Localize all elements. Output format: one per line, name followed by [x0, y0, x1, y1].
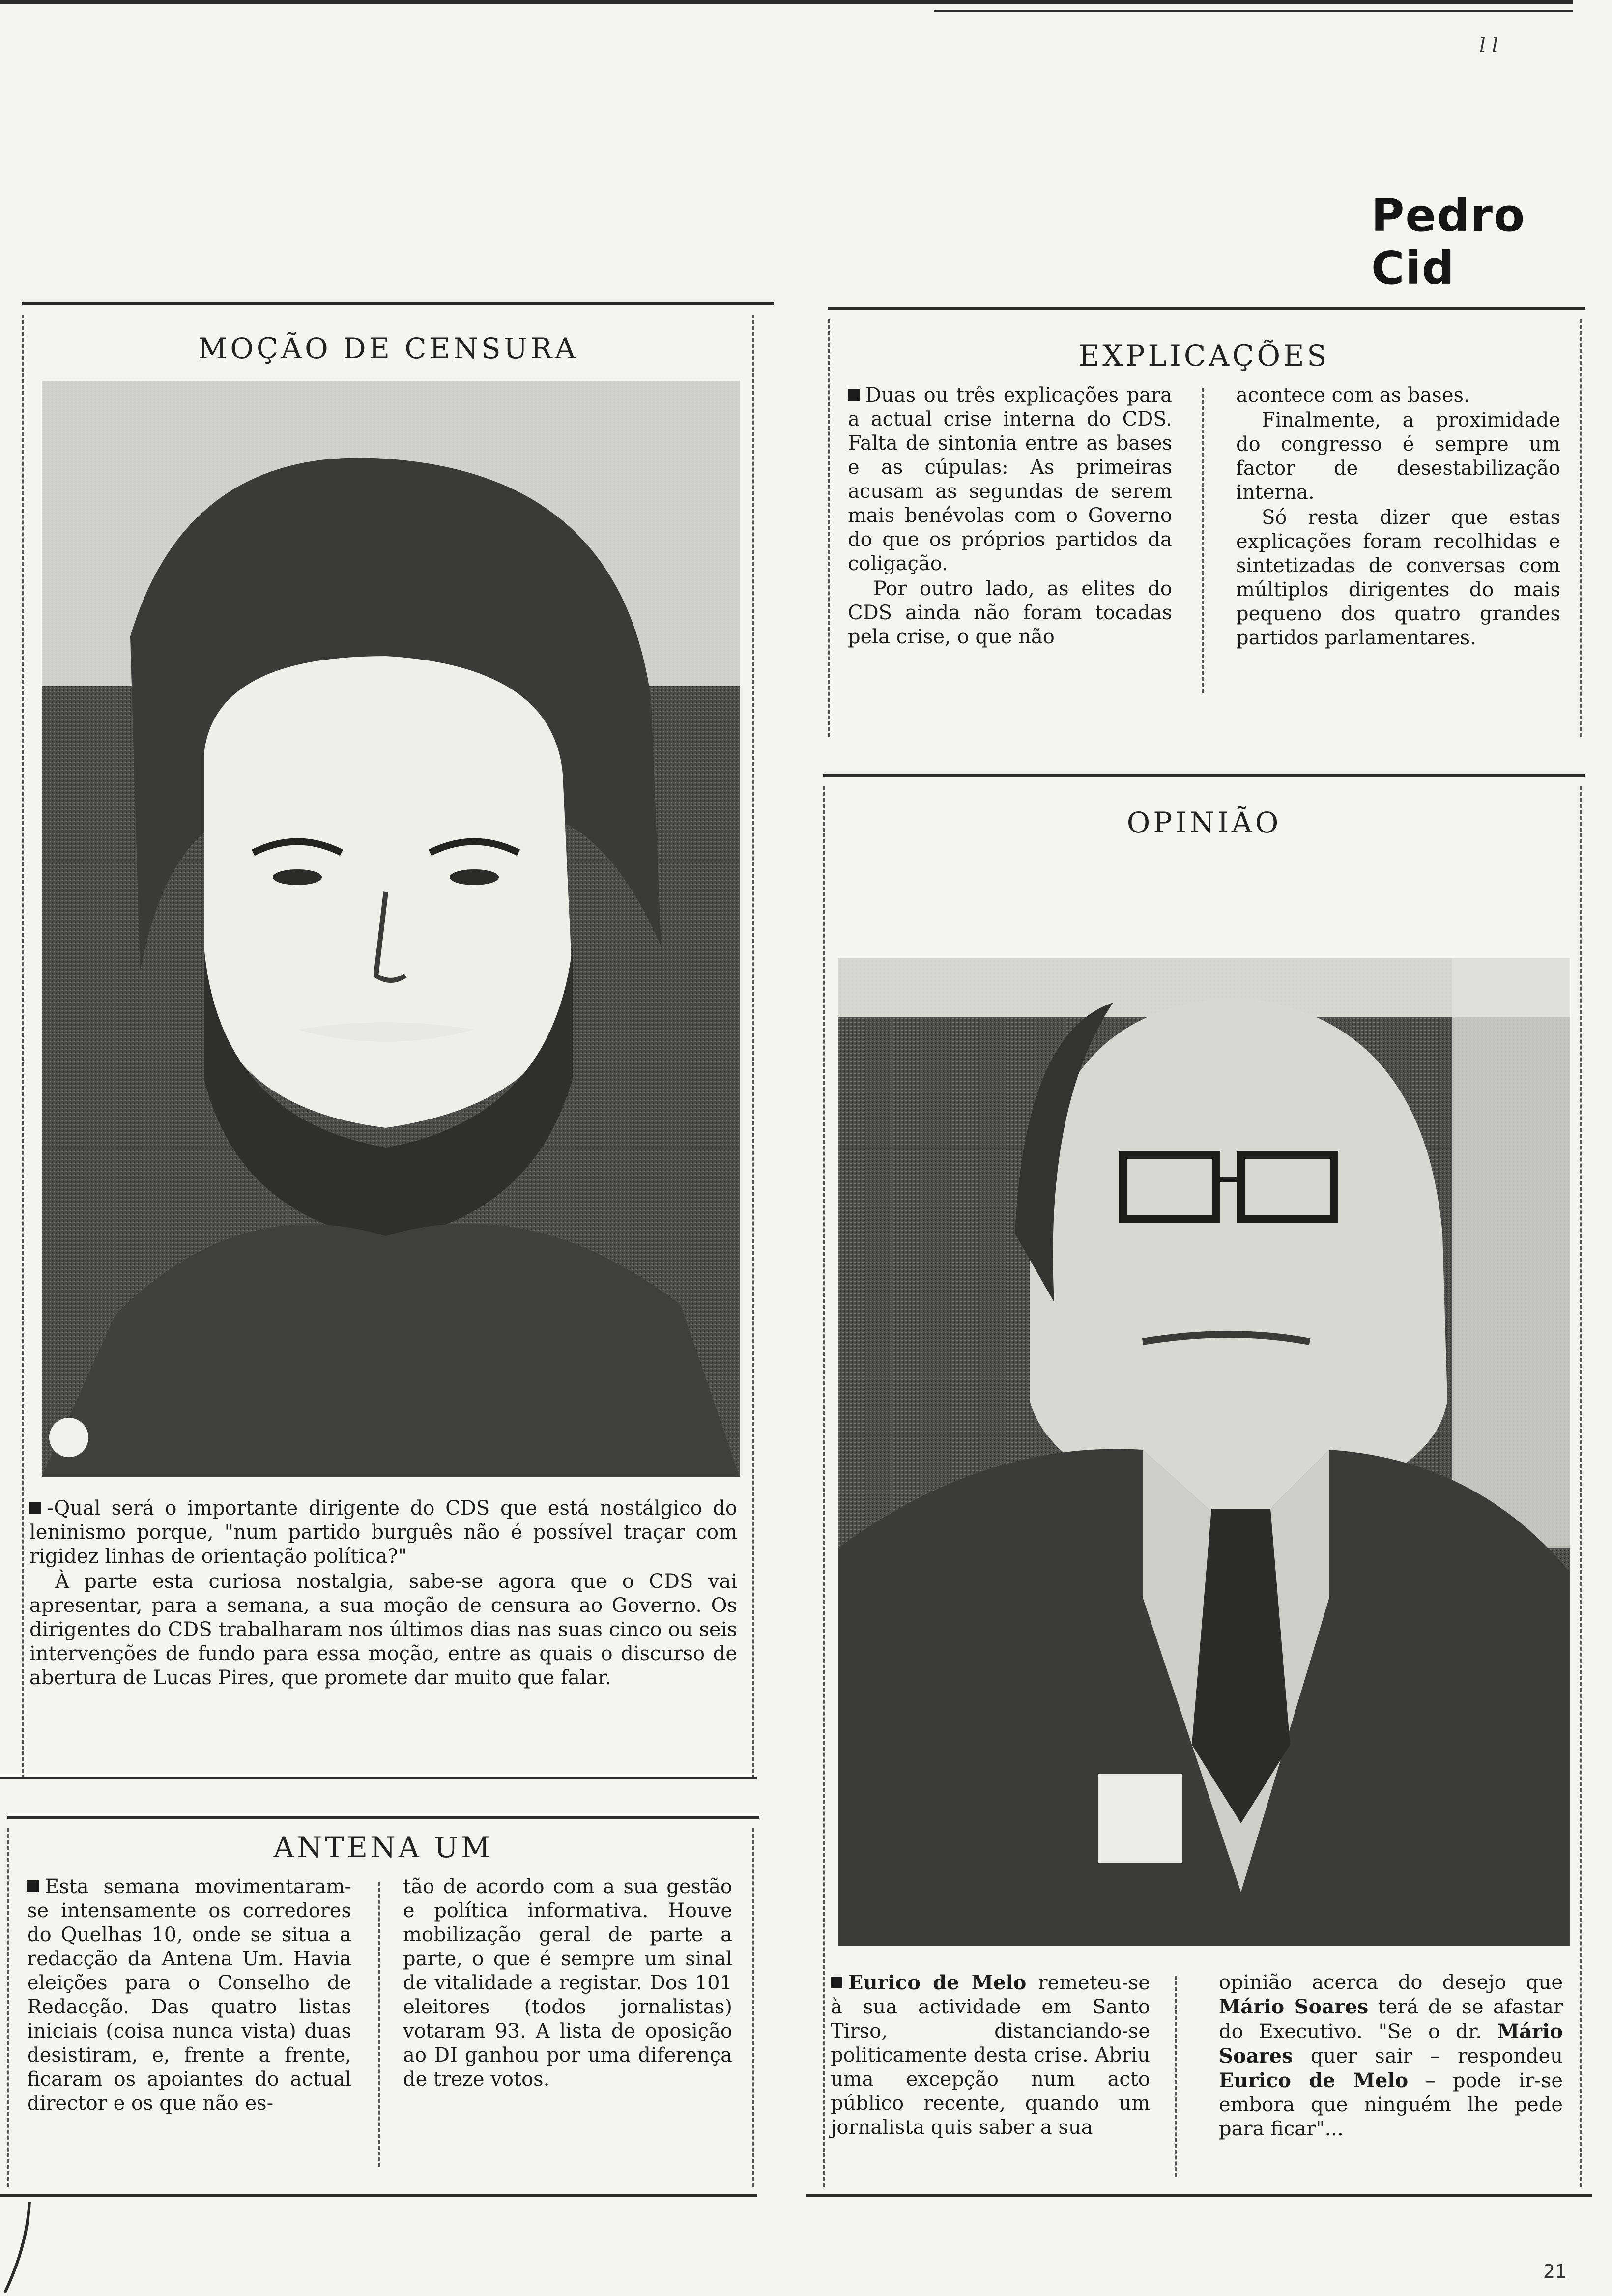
column-divider-explicacoes [1202, 388, 1204, 693]
column-divider-antena [378, 1882, 380, 2167]
article-col2-explicacoes [1236, 383, 1560, 651]
paragraph-explicacoes-1: Duas ou três explicações para a actual crise interna do CDS. Falta de sintonia entre as bases e as cúpulas: As primeiras acusam as segundas de serem mais benévolas com o Governo do que os próprios partidos da coligação. [848, 384, 1172, 575]
section-border-left-censura [22, 315, 24, 1779]
article-col1-explicacoes [848, 383, 1172, 650]
section-top-rule-antena [7, 1816, 759, 1819]
paragraph-explicacoes-3: acontece com as bases. [1236, 384, 1470, 406]
paragraph-explicacoes-2: Por outro lado, as elites do CDS ainda não foram tocadas pela crise, o que não [848, 577, 1172, 648]
section-top-rule-explicacoes [828, 307, 1585, 310]
portrait-illustration-opiniao [838, 958, 1570, 1946]
section-border-left-antena [7, 1828, 9, 2187]
paragraph-opiniao-2g: – pode ir-se embora que ninguém lhe pede para ficar"... [1219, 2069, 1563, 2140]
portrait-photo-bearded-man [42, 381, 740, 1477]
name-eurico-de-melo: Eurico de Melo [848, 1971, 1027, 1994]
column-divider-opiniao [1175, 1976, 1177, 2177]
section-border-right-explicacoes [1580, 319, 1582, 737]
section-title-explicacoes: EXPLICAÇÕES [1078, 339, 1330, 373]
margin-pen-mark [0, 2202, 39, 2296]
bullet-square-icon [848, 389, 860, 401]
paragraph-antena-2: tão de acordo com a sua gestão e política informativa. Houve mobilização geral de parte a parte, o que é sempre um sinal de vitalidade a registar. Dos 101 eleitores (todos jornalistas) votaram 93. A lista de oposição ao DI ganhou por uma diferença de treze votos. [403, 1875, 732, 2091]
section-border-right-opiniao [1580, 786, 1582, 2187]
page-number: 21 [1543, 2261, 1567, 2282]
paragraph-explicacoes-4: Finalmente, a proximidade do congresso é sempre um factor de desestabilização interna. [1236, 409, 1560, 504]
section-border-left-explicacoes [828, 319, 830, 737]
section-bottom-rule-censura [0, 1777, 757, 1779]
section-top-rule-opiniao [823, 774, 1585, 777]
corner-mark: l l [1479, 34, 1498, 57]
page-header-name: Pedro Cid [1371, 189, 1526, 294]
bullet-square-icon [27, 1880, 39, 1892]
paragraph-explicacoes-5: Só resta dizer que estas explicações foram recolhidas e sintetizadas de conversas com múltiplos dirigentes do mais pequeno dos quatro grandes partidos parlamentares. [1236, 506, 1560, 649]
paragraph-opiniao-2a: opinião acerca do desejo que [1219, 1971, 1563, 1994]
top-page-border-thin [934, 10, 1573, 12]
section-title-antena: ANTENA UM [273, 1831, 493, 1864]
top-page-border [0, 0, 1573, 4]
article-col2-opiniao [1219, 1971, 1563, 2142]
section-top-rule-censura [22, 302, 774, 305]
bullet-square-icon [29, 1502, 41, 1514]
paragraph-censura-2: À parte esta curiosa nostalgia, sabe-se agora que o CDS vai apresentar, para a semana, a sua moção de censura ao Governo. Os dirigentes do CDS trabalharam nos últimos dias nas suas cinco ou seis intervenções de fundo para essa moção, entre as quais o discurso de abertura de Lucas Pires, que promete dar muito que falar. [29, 1570, 737, 1689]
section-bottom-rule-antena [0, 2194, 757, 2197]
portrait-illustration [42, 381, 740, 1477]
section-bottom-rule-opiniao [806, 2194, 1592, 2197]
paragraph-antena-1: Esta semana movimentaram-se intensamente os corredores do Quelhas 10, onde se situa a redacção da Antena Um. Havia eleições para o Conselho de Redacção. Das quatro listas iniciais (coisa nunca vista) duas desistiram, e, frente a frente, ficaram os apoiantes do actual director e os que não es- [27, 1875, 351, 2115]
paragraph-opiniao-2c: terá de se afastar do Executivo. "Se o dr. [1219, 1996, 1563, 2043]
article-col2-antena [403, 1875, 732, 2093]
paragraph-opiniao-1: remeteu-se à sua actividade em Santo Tirso, distanciando-se politicamente desta crise. Abriu uma excepção num acto público recente, quando um jornalista quis saber a sua [831, 1972, 1150, 2139]
section-border-right-antena [752, 1828, 754, 2187]
article-col1-antena [27, 1875, 351, 2117]
article-body-censura [29, 1496, 737, 1691]
paragraph-opiniao-2e: quer sair – respondeu [1293, 2045, 1563, 2067]
section-border-right-censura [752, 315, 754, 1779]
name-mario-soares-2: Mário Soares [1219, 2020, 1563, 2067]
bullet-square-icon [831, 1977, 842, 1988]
paragraph-censura-1: -Qual será o importante dirigente do CDS que está nostálgico do leninismo porque, "num partido burguês não é possível traçar com rigidez linhas de orientação política?" [29, 1497, 737, 1568]
section-title-opiniao: OPINIÃO [1126, 806, 1282, 839]
section-border-left-opiniao [823, 786, 825, 2187]
name-mario-soares: Mário Soares [1219, 1995, 1369, 2018]
portrait-photo-eurico-de-melo [838, 958, 1570, 1946]
article-col1-opiniao [831, 1971, 1150, 2141]
section-title-censura: MOÇÃO DE CENSURA [198, 332, 579, 365]
name-eurico-de-melo-2: Eurico de Melo [1219, 2069, 1409, 2092]
